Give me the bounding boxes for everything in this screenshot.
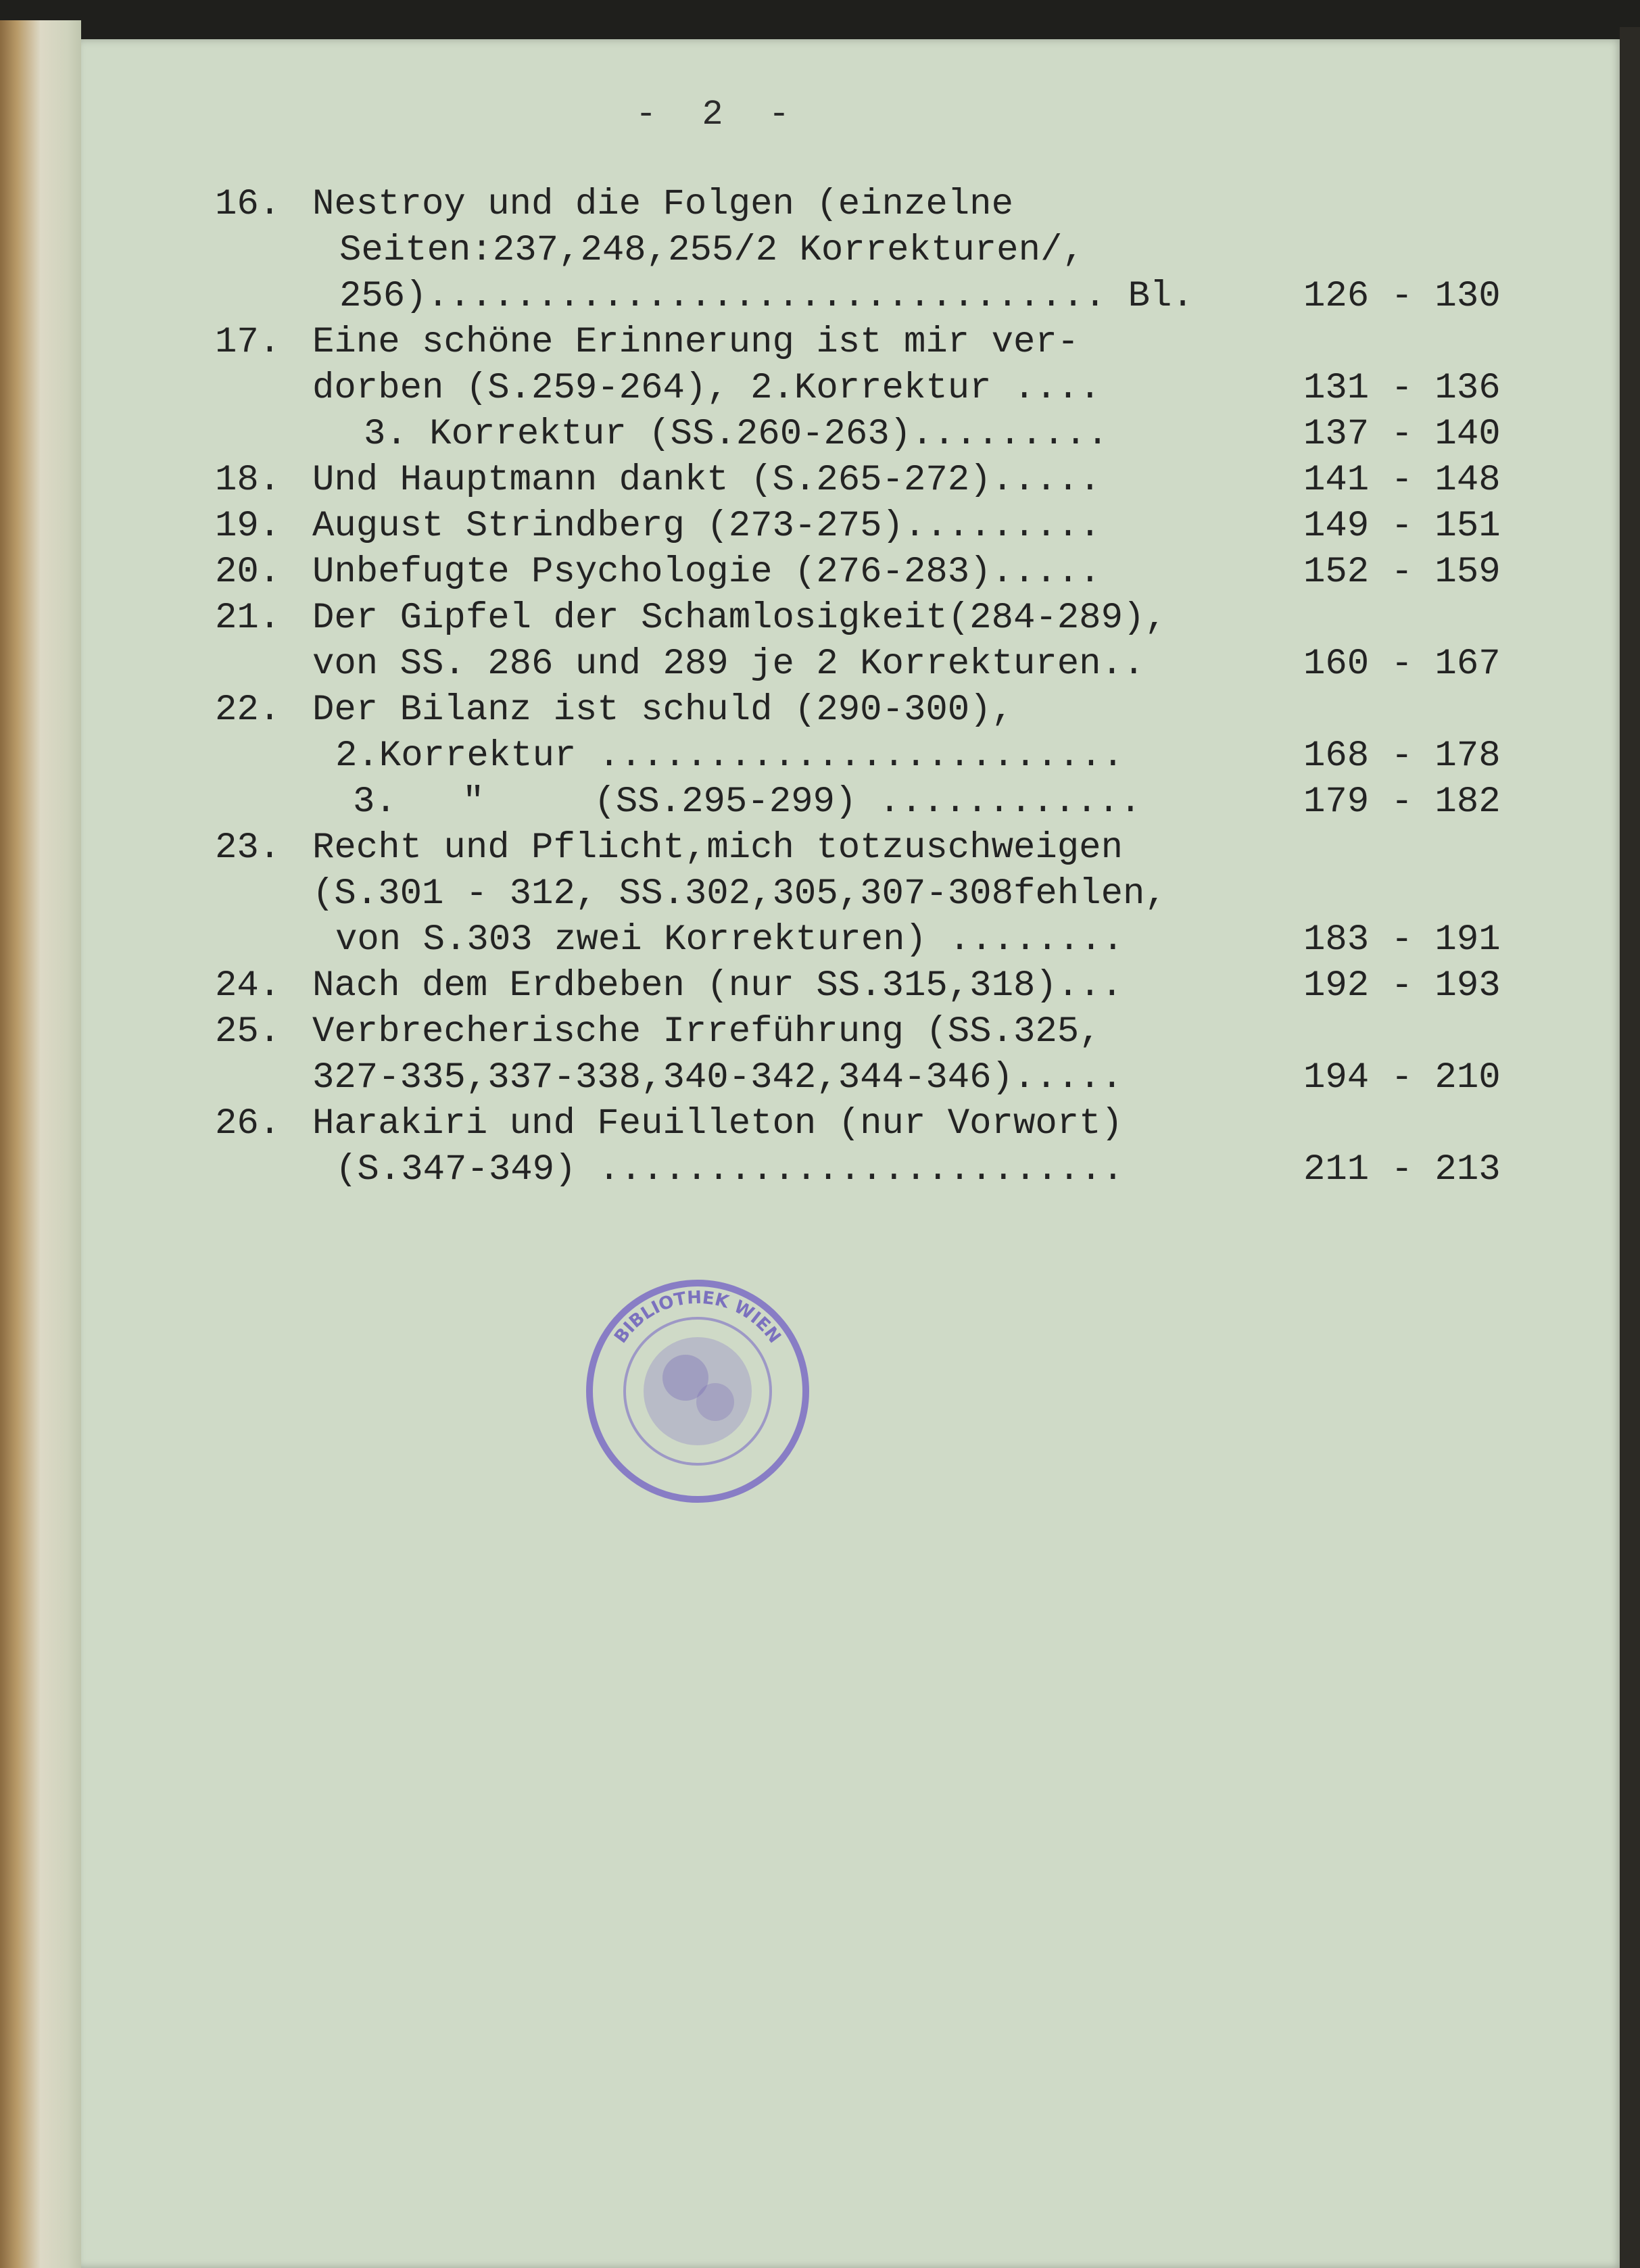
entry-page-range: 152 - 159 bbox=[1303, 552, 1501, 593]
entry-title-line: Der Gipfel der Schamlosigkeit(284-289), bbox=[312, 598, 1167, 639]
entry-page-range: 149 - 151 bbox=[1303, 506, 1501, 547]
entry-title-line: 256)............................... Bl. bbox=[339, 276, 1194, 317]
entry-number: 17. bbox=[215, 322, 281, 363]
entry-page-range: 131 - 136 bbox=[1303, 368, 1501, 409]
entry-number: 25. bbox=[215, 1011, 281, 1053]
entry-number: 21. bbox=[215, 598, 281, 639]
entry-page-range: 126 - 130 bbox=[1303, 276, 1501, 317]
scan-right-edge bbox=[1620, 27, 1640, 2268]
entry-page-range: 179 - 182 bbox=[1303, 781, 1501, 823]
library-stamp bbox=[583, 1276, 813, 1506]
entry-title-line: Seiten:237,248,255/2 Korrekturen/, bbox=[339, 230, 1084, 271]
entry-title-line: von SS. 286 und 289 je 2 Korrekturen.. bbox=[312, 644, 1145, 685]
entry-title-line: 2.Korrektur ........................ bbox=[335, 735, 1124, 777]
book-binding bbox=[0, 20, 81, 2268]
entry-title-line: 327-335,337-338,340-342,344-346)..... bbox=[312, 1057, 1123, 1099]
entry-title-line: Nestroy und die Folgen (einzelne bbox=[312, 184, 1013, 225]
entry-number: 26. bbox=[215, 1103, 281, 1144]
entry-title-line: von S.303 zwei Korrekturen) ........ bbox=[335, 919, 1124, 961]
entry-page-range: 137 - 140 bbox=[1303, 414, 1501, 455]
entry-title-line: 3. " (SS.295-299) ............ bbox=[353, 781, 1142, 823]
entry-page-range: 211 - 213 bbox=[1303, 1149, 1501, 1190]
entry-title-line: dorben (S.259-264), 2.Korrektur .... bbox=[312, 368, 1101, 409]
entry-title-line: (S.301 - 312, SS.302,305,307-308fehlen, bbox=[312, 873, 1167, 915]
entry-title-line: August Strindberg (273-275)......... bbox=[312, 506, 1101, 547]
entry-title-line: Verbrecherische Irreführung (SS.325, bbox=[312, 1011, 1101, 1053]
entry-title-line: Unbefugte Psychologie (276-283)..... bbox=[312, 552, 1101, 593]
entry-page-range: 192 - 193 bbox=[1303, 965, 1501, 1007]
stamp-text: BIBLIOTHEK WIEN bbox=[610, 1287, 785, 1347]
entry-number: 20. bbox=[215, 552, 281, 593]
entry-title-line: 3. Korrektur (SS.260-263)......... bbox=[364, 414, 1109, 455]
scan-top-edge bbox=[0, 0, 1640, 41]
entry-page-range: 194 - 210 bbox=[1303, 1057, 1501, 1099]
entry-page-range: 183 - 191 bbox=[1303, 919, 1501, 961]
entry-number: 18. bbox=[215, 460, 281, 501]
entry-title-line: Nach dem Erdbeben (nur SS.315,318)... bbox=[312, 965, 1123, 1007]
entry-title-line: Harakiri und Feuilleton (nur Vorwort) bbox=[312, 1103, 1123, 1144]
entry-number: 23. bbox=[215, 827, 281, 869]
entry-number: 16. bbox=[215, 184, 281, 225]
entry-title-line: Recht und Pflicht,mich totzuschweigen bbox=[312, 827, 1123, 869]
page-number: - 2 - bbox=[635, 95, 802, 135]
entry-page-range: 168 - 178 bbox=[1303, 735, 1501, 777]
entry-page-range: 141 - 148 bbox=[1303, 460, 1501, 501]
entry-number: 19. bbox=[215, 506, 281, 547]
entry-title-line: (S.347-349) ........................ bbox=[335, 1149, 1124, 1190]
entry-number: 22. bbox=[215, 690, 281, 731]
entry-number: 24. bbox=[215, 965, 281, 1007]
entry-title-line: Der Bilanz ist schuld (290-300), bbox=[312, 690, 1013, 731]
entry-title-line: Eine schöne Erinnerung ist mir ver- bbox=[312, 322, 1080, 363]
entry-page-range: 160 - 167 bbox=[1303, 644, 1501, 685]
entry-title-line: Und Hauptmann dankt (S.265-272)..... bbox=[312, 460, 1101, 501]
